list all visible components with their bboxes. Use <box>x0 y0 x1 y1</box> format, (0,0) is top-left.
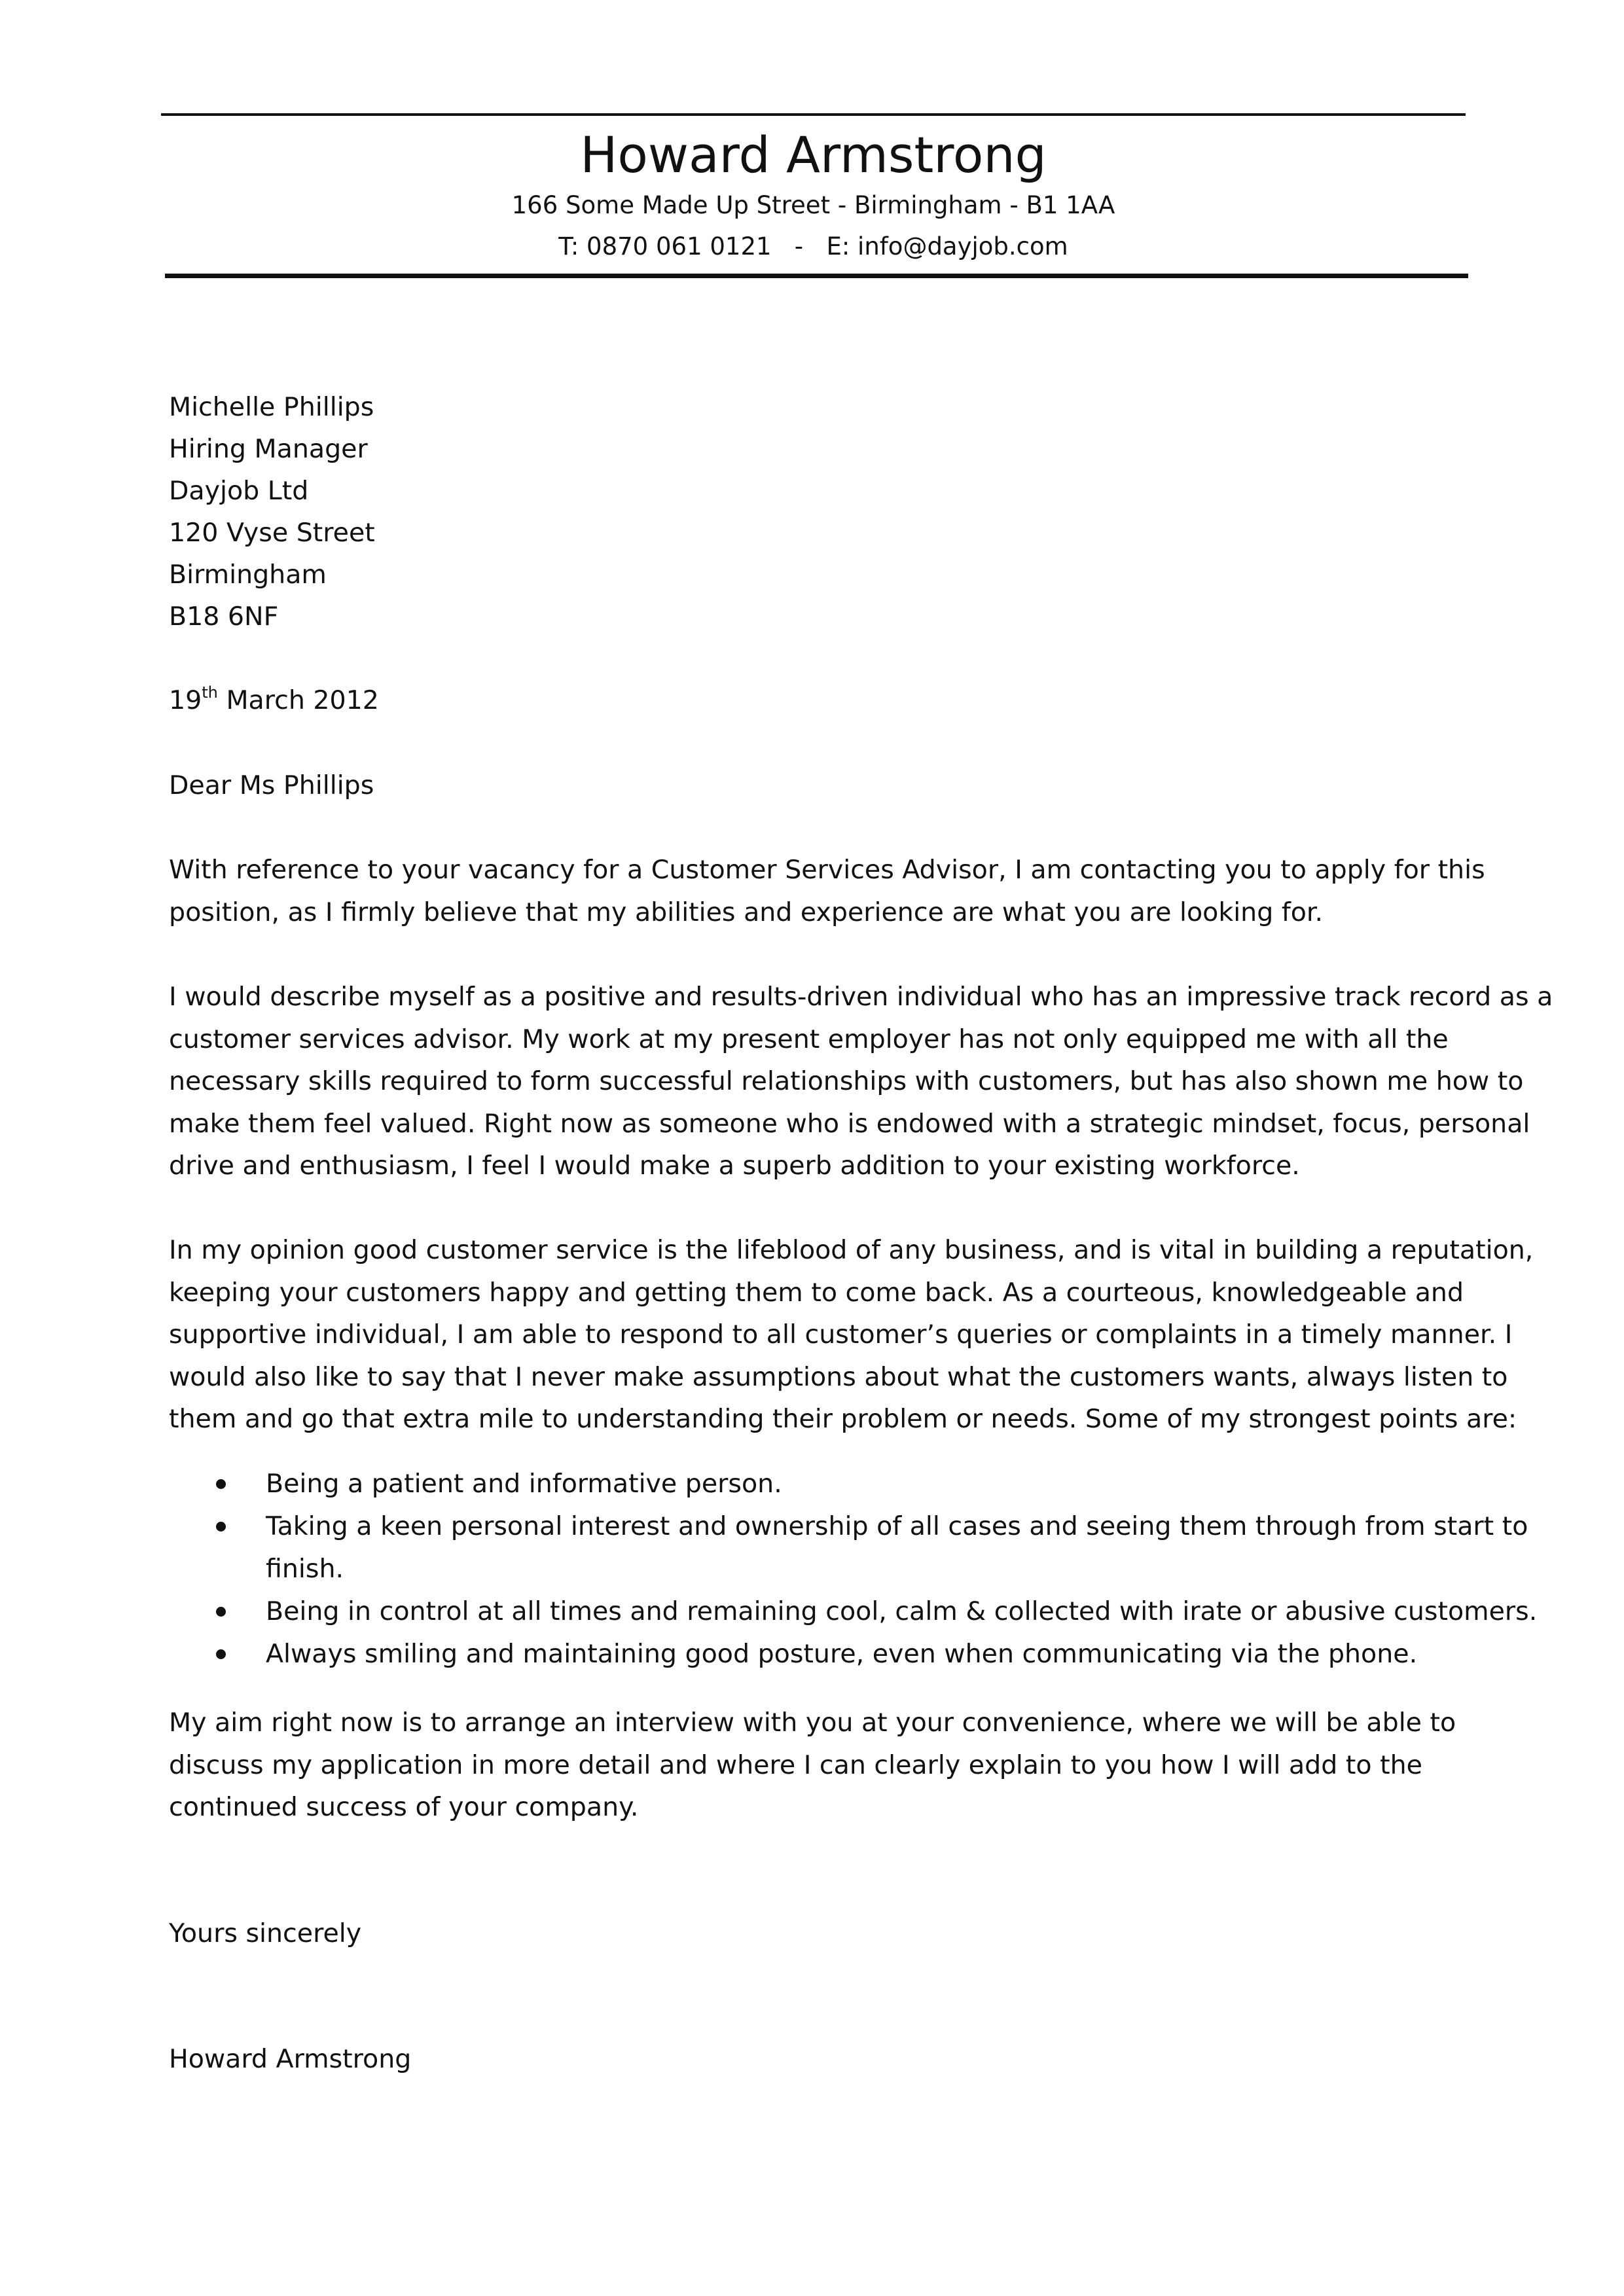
paragraph-line: drive and enthusiasm, I feel I would make a superb addition to your existing workforce. <box>169 1151 1300 1181</box>
recipient-street: 120 Vyse Street <box>169 518 375 548</box>
paragraph-line: make them feel valued. Right now as someone who is endowed with a strategic mindset, focus, personal <box>169 1108 1530 1139</box>
list-item <box>169 1505 1528 1590</box>
bullet-icon <box>216 1479 226 1489</box>
sender-name: Howard Armstrong <box>580 126 1047 184</box>
list-item <box>169 1590 1538 1633</box>
bullet-icon <box>216 1649 226 1659</box>
body-paragraph-2 <box>169 976 1553 1187</box>
paragraph-line: customer services advisor. My work at my present employer has not only equipped me with all the <box>169 1024 1449 1054</box>
paragraph-line: continued success of your company. <box>169 1792 639 1822</box>
signature-name: Howard Armstrong <box>169 2044 412 2074</box>
bullet-icon <box>216 1522 226 1532</box>
list-item <box>169 1633 1471 1676</box>
paragraph-line: discuss my application in more detail and where I can clearly explain to you how I will add to the <box>169 1749 1422 1780</box>
body-paragraph-3 <box>169 1229 1534 1441</box>
paragraph-line: I would describe myself as a positive and results-driven individual who has an impressive track record as a <box>169 982 1553 1012</box>
sender-address: 166 Some Made Up Street - Birmingham - B1 1AA <box>511 191 1115 219</box>
date-day: 19 <box>169 685 202 715</box>
paragraph-line: My aim right now is to arrange an interview with you at your convenience, where we will be able to <box>169 1708 1456 1738</box>
closing-paragraph <box>169 1702 1471 1829</box>
strong-points-list <box>169 1463 1538 1676</box>
paragraph-line: With reference to your vacancy for a Customer Services Advisor, I am contacting you to apply for this <box>169 855 1485 885</box>
paragraph-line: keeping your customers happy and getting them to come back. As a courteous, knowledgeable and <box>169 1277 1464 1308</box>
body-paragraph-1 <box>169 849 1485 933</box>
recipient-name: Michelle Phillips <box>169 392 374 422</box>
salutation: Dear Ms Phillips <box>169 770 374 800</box>
recipient-company: Dayjob Ltd <box>169 476 309 506</box>
date-rest: March 2012 <box>217 685 379 715</box>
header-bottom-rule <box>165 274 1468 278</box>
paragraph-line: necessary skills required to form successful relationships with customers, but has also shown me how to <box>169 1066 1524 1096</box>
paragraph-line: would also like to say that I never make assumptions about what the customers wants, always listen to <box>169 1361 1508 1392</box>
paragraph-line: supportive individual, I am able to respond to all customer’s queries or complaints in a timely manner. I <box>169 1319 1513 1350</box>
header-top-rule <box>161 113 1466 116</box>
recipient-title: Hiring Manager <box>169 434 368 464</box>
recipient-city: Birmingham <box>169 560 327 590</box>
date-suffix: th <box>202 683 218 702</box>
list-item-text: finish. <box>266 1554 344 1584</box>
bullet-icon <box>216 1607 226 1617</box>
list-item-text: Taking a keen personal interest and ownership of all cases and seeing them through from start to <box>266 1511 1528 1541</box>
paragraph-line: In my opinion good customer service is the lifeblood of any business, and is vital in building a reputation, <box>169 1235 1534 1265</box>
paragraph-line: them and go that extra mile to understanding their problem or needs. Some of my strongest points are: <box>169 1404 1517 1434</box>
letter-date <box>169 679 379 721</box>
list-item-text: Being in control at all times and remaining cool, calm & collected with irate or abusive customers. <box>266 1596 1538 1626</box>
recipient-postcode: B18 6NF <box>169 601 279 632</box>
sign-off: Yours sincerely <box>169 1918 362 1948</box>
list-item-text: Being a patient and informative person. <box>266 1469 782 1499</box>
list-item <box>169 1463 1471 1505</box>
list-item-text: Always smiling and maintaining good posture, even when communicating via the phone. <box>266 1639 1418 1669</box>
paragraph-line: position, as I firmly believe that my abilities and experience are what you are looking for. <box>169 897 1324 927</box>
sender-contact: T: 0870 061 0121 - E: info@dayjob.com <box>558 232 1068 260</box>
